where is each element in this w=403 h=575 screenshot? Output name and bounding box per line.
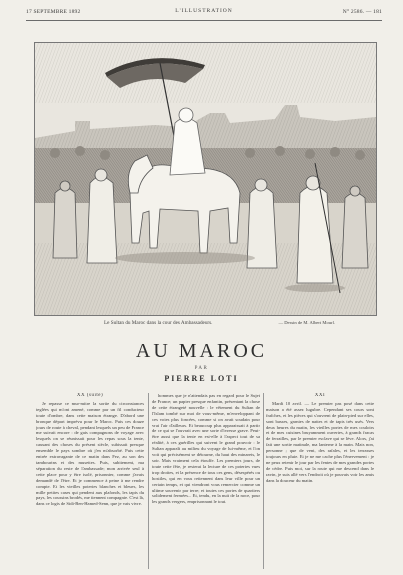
article-title: AU MAROC bbox=[135, 340, 268, 362]
page-header bbox=[26, 6, 382, 18]
column-paragraph: Je repasse ce mur-mitre la sortie du circonstances teglées qui m'ont amené, comme par un fil conducteur toute d'ombre, dans cette maison étrange. D'abord une bronque départ imprévu pour le Maroc. Puis ces douze jours de route à cheval, pendant lesquels un peu de France me suivait encore : de gais compagnons de voyage avec lesquels on se réunissait pour les repas sous la tente, causant des choses du présent siècle, subissait presque ensemble le pays sombre où j'en m'absorbé. Puis cette entrée extravagante de ce matin dans Fez, au son des tambourins et des musettes. Puis, subitement, ma séparation du reste de l'ambassade; mon arrivée seul à cette place pour y être isolé, prisonnier, comme j'avais demandé de l'être. Et je commence à peine à me rendre compte. Et les vieilles poteries blanches et bleues, les mille petites cases qui pendent aux plafonds, les tapis du pays, les coussins brodés, me tiennent compagnie. C'est là, dans ce logis de Sidi-Ben-Hamed-Senn, que je vais vivre. bbox=[36, 400, 144, 507]
column-divider bbox=[148, 393, 149, 569]
text-column-1 bbox=[36, 393, 144, 571]
issue-date: 17 SEPTEMBRE 1892 bbox=[26, 9, 81, 15]
header-rule bbox=[26, 20, 382, 21]
figure-caption bbox=[34, 318, 375, 328]
column-paragraph: hommes que je n'attendais pas en regard pour le Sujet de France; un papier presque enfantin, présentant la chose de cette étrangeté nouvelle : le vêtement du Sultan de l'Islam tombé sur moi de vous-même, m'enveloppant de ces voies plus foncées, comme si on avait soudain pour vrai l'air d'ailleurs. Et beaucoup plus apparaissait à partir de ce qui se l'ouvrait avec une sorte d'ivresse grave. Peut-être aussi que la tente en est-elle à l'aspect tout de sa réalité, à ces guérilles qui suivent le grand pouvoir : le Sultan apparaît au milieu du voyage de lui-même, et l'on voit qui précisément se détourne, du haut des minarets, le soir. Mais vraiment cela étouffe. Les premiers jours, de toute cette fête, je resterai la lecture de ces poteries vues trop droites, et la présence de tous ces gens, désespérés ou hostiles, qui en vous retiennent dans leur ville pour un certain temps, et qui viendront vous remercier comme un ultime souvenir par terre; et toutes ces portes de quartiers solidement fermées... Et, tendu, en la nuit de la noce, pour les grands vergers, emprisonnant le tout. bbox=[152, 393, 260, 505]
column-paragraph: Mardi 10 avril. — Le premier pas posé dans cette maison a été assez lugubre. Cependant ses cours sont fraîches, et les pièces qui s'ouvrent de plain-pied sur elles, sont basses, garnies de nattes et de tapis très usés. Vers deux heures du matin, les vieilles portes de mes couloirs et de mes cuisines bruyamment ouvertes, à grands fracas de ferrailles, par le premier esclave qui se lève. Alors, j'ai fait une sortie matinale, ma lanterne à la main. Mais non, personne ; que de vent, des rafales, et les terrasses toujours en pluie. Et je ne me cache plus l'énervement : je ne peux retenir le jour par les fentes de mes grandes portes de cèdre. Puis moi, sur la route qui me descend dans le ravin, je suis allé vers l'endroit où je pouvais voir les amis dans la douceur du matin. bbox=[266, 400, 374, 483]
text-column-3 bbox=[266, 393, 374, 571]
article-byline-par: PAR bbox=[194, 366, 209, 371]
engraving-illustration bbox=[34, 42, 377, 316]
caption-credit: — Dessin de M. Albert Mourl. bbox=[278, 320, 335, 325]
article-author: PIERRE LOTI bbox=[164, 374, 239, 383]
sultan-procession-drawing bbox=[35, 43, 376, 315]
masthead: L'ILLUSTRATION bbox=[175, 8, 233, 14]
issue-number: N° 2586. — 181 bbox=[342, 9, 382, 15]
caption-text: Le Sultan du Maroc dans la cour des Ambassadeurs. bbox=[104, 320, 213, 326]
section-heading: XX (suite) bbox=[76, 393, 104, 398]
section-heading: XXI bbox=[314, 393, 326, 398]
text-column-2 bbox=[152, 393, 260, 571]
column-divider bbox=[263, 393, 264, 569]
